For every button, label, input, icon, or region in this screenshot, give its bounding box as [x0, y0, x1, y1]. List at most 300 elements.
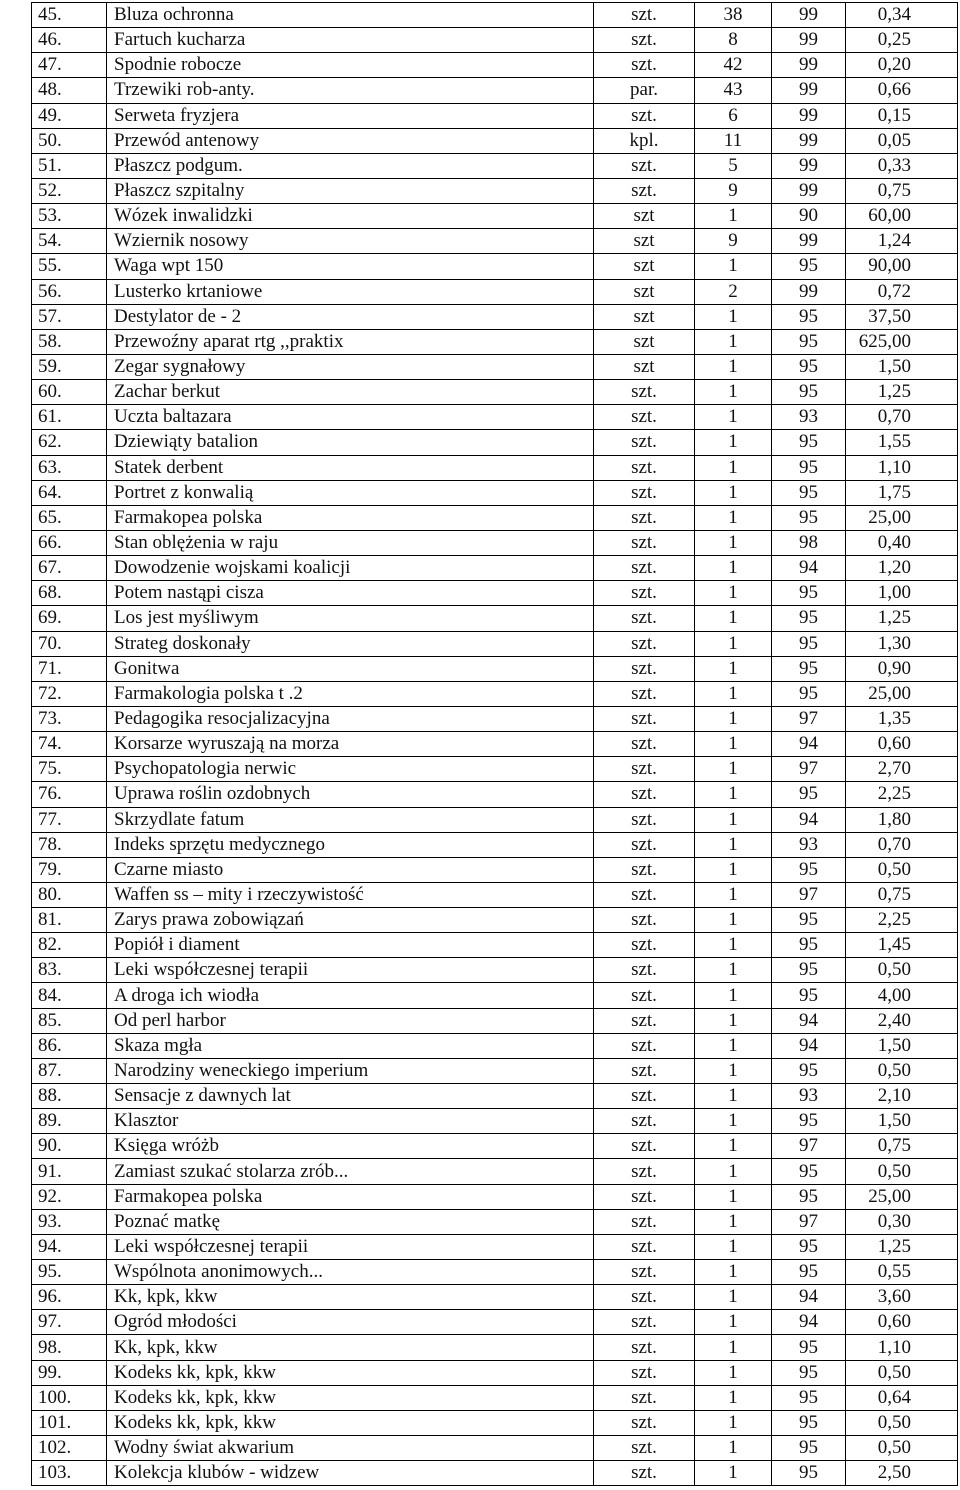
row-number-cell: 62. — [32, 430, 107, 455]
item-name-cell: Księga wróżb — [107, 1134, 594, 1159]
row-number-cell: 50. — [32, 128, 107, 153]
table-row — [32, 1385, 958, 1410]
percent-cell: 94 — [772, 807, 846, 832]
price-cell: 1,10 — [846, 1335, 958, 1360]
price-cell: 4,00 — [846, 983, 958, 1008]
unit-cell: szt. — [594, 1234, 695, 1259]
quantity-cell: 1 — [695, 1310, 772, 1335]
row-number-cell: 63. — [32, 455, 107, 480]
table-row — [32, 933, 958, 958]
item-name-cell: Narodziny weneckiego imperium — [107, 1058, 594, 1083]
price-cell: 0,34 — [846, 3, 958, 28]
inventory-table-body — [32, 3, 958, 1486]
percent-cell: 95 — [772, 908, 846, 933]
price-cell: 1,24 — [846, 229, 958, 254]
percent-cell: 93 — [772, 832, 846, 857]
price-cell: 0,30 — [846, 1209, 958, 1234]
quantity-cell: 1 — [695, 380, 772, 405]
table-row — [32, 832, 958, 857]
unit-cell: szt. — [594, 1109, 695, 1134]
percent-cell: 94 — [772, 1033, 846, 1058]
table-row — [32, 681, 958, 706]
row-number-cell: 91. — [32, 1159, 107, 1184]
price-cell: 0,90 — [846, 656, 958, 681]
quantity-cell: 2 — [695, 279, 772, 304]
price-cell: 1,80 — [846, 807, 958, 832]
quantity-cell: 43 — [695, 78, 772, 103]
percent-cell: 97 — [772, 882, 846, 907]
unit-cell: szt — [594, 304, 695, 329]
row-number-cell: 87. — [32, 1058, 107, 1083]
row-number-cell: 57. — [32, 304, 107, 329]
item-name-cell: Destylator de - 2 — [107, 304, 594, 329]
row-number-cell: 83. — [32, 958, 107, 983]
price-cell: 0,75 — [846, 178, 958, 203]
item-name-cell: Lusterko krtaniowe — [107, 279, 594, 304]
percent-cell: 95 — [772, 329, 846, 354]
price-cell: 0,50 — [846, 1436, 958, 1461]
item-name-cell: Fartuch kucharza — [107, 28, 594, 53]
percent-cell: 95 — [772, 1184, 846, 1209]
quantity-cell: 1 — [695, 606, 772, 631]
price-cell: 0,25 — [846, 28, 958, 53]
item-name-cell: Waffen ss – mity i rzeczywistość — [107, 882, 594, 907]
item-name-cell: Spodnie robocze — [107, 53, 594, 78]
unit-cell: szt. — [594, 480, 695, 505]
quantity-cell: 1 — [695, 1385, 772, 1410]
table-row — [32, 28, 958, 53]
quantity-cell: 1 — [695, 958, 772, 983]
quantity-cell: 1 — [695, 857, 772, 882]
table-row — [32, 78, 958, 103]
price-cell: 3,60 — [846, 1285, 958, 1310]
quantity-cell: 1 — [695, 882, 772, 907]
percent-cell: 95 — [772, 1109, 846, 1134]
table-row — [32, 656, 958, 681]
price-cell: 2,10 — [846, 1084, 958, 1109]
unit-cell: szt. — [594, 732, 695, 757]
table-row — [32, 732, 958, 757]
row-number-cell: 80. — [32, 882, 107, 907]
unit-cell: szt. — [594, 656, 695, 681]
quantity-cell: 1 — [695, 1109, 772, 1134]
item-name-cell: Wodny świat akwarium — [107, 1436, 594, 1461]
quantity-cell: 1 — [695, 1461, 772, 1486]
percent-cell: 95 — [772, 857, 846, 882]
unit-cell: szt. — [594, 1410, 695, 1435]
percent-cell: 95 — [772, 304, 846, 329]
price-cell: 625,00 — [846, 329, 958, 354]
item-name-cell: Strateg doskonały — [107, 631, 594, 656]
row-number-cell: 86. — [32, 1033, 107, 1058]
price-cell: 0,50 — [846, 958, 958, 983]
price-cell: 37,50 — [846, 304, 958, 329]
unit-cell: szt — [594, 354, 695, 379]
quantity-cell: 1 — [695, 1008, 772, 1033]
row-number-cell: 95. — [32, 1260, 107, 1285]
table-row — [32, 882, 958, 907]
table-row — [32, 229, 958, 254]
unit-cell: szt. — [594, 832, 695, 857]
price-cell: 0,50 — [846, 857, 958, 882]
item-name-cell: Serweta fryzjera — [107, 103, 594, 128]
quantity-cell: 1 — [695, 681, 772, 706]
percent-cell: 99 — [772, 279, 846, 304]
item-name-cell: Uczta baltazara — [107, 405, 594, 430]
unit-cell: szt. — [594, 1310, 695, 1335]
row-number-cell: 48. — [32, 78, 107, 103]
row-number-cell: 97. — [32, 1310, 107, 1335]
percent-cell: 95 — [772, 380, 846, 405]
quantity-cell: 1 — [695, 1436, 772, 1461]
price-cell: 60,00 — [846, 204, 958, 229]
percent-cell: 95 — [772, 1410, 846, 1435]
unit-cell: szt. — [594, 1134, 695, 1159]
row-number-cell: 51. — [32, 153, 107, 178]
quantity-cell: 1 — [695, 1335, 772, 1360]
price-cell: 1,20 — [846, 556, 958, 581]
item-name-cell: Korsarze wyruszają na morza — [107, 732, 594, 757]
unit-cell: szt. — [594, 1360, 695, 1385]
price-cell: 0,05 — [846, 128, 958, 153]
unit-cell: szt. — [594, 782, 695, 807]
row-number-cell: 79. — [32, 857, 107, 882]
price-cell: 0,72 — [846, 279, 958, 304]
unit-cell: szt. — [594, 405, 695, 430]
price-cell: 1,75 — [846, 480, 958, 505]
table-row — [32, 1310, 958, 1335]
price-cell: 2,50 — [846, 1461, 958, 1486]
row-number-cell: 68. — [32, 581, 107, 606]
row-number-cell: 59. — [32, 354, 107, 379]
row-number-cell: 55. — [32, 254, 107, 279]
row-number-cell: 89. — [32, 1109, 107, 1134]
row-number-cell: 70. — [32, 631, 107, 656]
row-number-cell: 61. — [32, 405, 107, 430]
table-row — [32, 153, 958, 178]
row-number-cell: 93. — [32, 1209, 107, 1234]
percent-cell: 94 — [772, 732, 846, 757]
price-cell: 0,40 — [846, 530, 958, 555]
percent-cell: 95 — [772, 782, 846, 807]
item-name-cell: Popiół i diament — [107, 933, 594, 958]
item-name-cell: Czarne miasto — [107, 857, 594, 882]
item-name-cell: Skrzydlate fatum — [107, 807, 594, 832]
price-cell: 0,75 — [846, 882, 958, 907]
quantity-cell: 38 — [695, 3, 772, 28]
price-cell: 1,30 — [846, 631, 958, 656]
percent-cell: 95 — [772, 1461, 846, 1486]
percent-cell: 95 — [772, 681, 846, 706]
row-number-cell: 102. — [32, 1436, 107, 1461]
unit-cell: kpl. — [594, 128, 695, 153]
quantity-cell: 1 — [695, 254, 772, 279]
quantity-cell: 1 — [695, 757, 772, 782]
table-row — [32, 606, 958, 631]
quantity-cell: 1 — [695, 1033, 772, 1058]
percent-cell: 95 — [772, 354, 846, 379]
row-number-cell: 100. — [32, 1385, 107, 1410]
unit-cell: szt. — [594, 1260, 695, 1285]
unit-cell: szt. — [594, 581, 695, 606]
percent-cell: 94 — [772, 1285, 846, 1310]
price-cell: 1,35 — [846, 706, 958, 731]
unit-cell: szt. — [594, 681, 695, 706]
price-cell: 1,00 — [846, 581, 958, 606]
unit-cell: szt. — [594, 455, 695, 480]
price-cell: 1,50 — [846, 1033, 958, 1058]
quantity-cell: 1 — [695, 1134, 772, 1159]
table-row — [32, 3, 958, 28]
quantity-cell: 1 — [695, 832, 772, 857]
quantity-cell: 9 — [695, 178, 772, 203]
price-cell: 25,00 — [846, 1184, 958, 1209]
unit-cell: szt. — [594, 958, 695, 983]
quantity-cell: 1 — [695, 732, 772, 757]
price-cell: 0,20 — [846, 53, 958, 78]
percent-cell: 97 — [772, 706, 846, 731]
row-number-cell: 101. — [32, 1410, 107, 1435]
table-row — [32, 581, 958, 606]
table-row — [32, 1410, 958, 1435]
percent-cell: 95 — [772, 455, 846, 480]
item-name-cell: Zachar berkut — [107, 380, 594, 405]
percent-cell: 95 — [772, 958, 846, 983]
table-row — [32, 405, 958, 430]
percent-cell: 99 — [772, 28, 846, 53]
table-row — [32, 1234, 958, 1259]
percent-cell: 99 — [772, 128, 846, 153]
unit-cell: szt. — [594, 933, 695, 958]
unit-cell: szt. — [594, 556, 695, 581]
quantity-cell: 1 — [695, 631, 772, 656]
item-name-cell: Przewoźny aparat rtg ,,praktix — [107, 329, 594, 354]
quantity-cell: 1 — [695, 1234, 772, 1259]
item-name-cell: Klasztor — [107, 1109, 594, 1134]
row-number-cell: 103. — [32, 1461, 107, 1486]
percent-cell: 99 — [772, 53, 846, 78]
table-row — [32, 807, 958, 832]
item-name-cell: Sensacje z dawnych lat — [107, 1084, 594, 1109]
quantity-cell: 6 — [695, 103, 772, 128]
percent-cell: 97 — [772, 1134, 846, 1159]
percent-cell: 99 — [772, 3, 846, 28]
table-row — [32, 480, 958, 505]
row-number-cell: 90. — [32, 1134, 107, 1159]
table-row — [32, 254, 958, 279]
unit-cell: szt — [594, 204, 695, 229]
unit-cell: szt. — [594, 1058, 695, 1083]
item-name-cell: Los jest myśliwym — [107, 606, 594, 631]
percent-cell: 95 — [772, 1360, 846, 1385]
price-cell: 2,25 — [846, 782, 958, 807]
row-number-cell: 76. — [32, 782, 107, 807]
unit-cell: szt. — [594, 1285, 695, 1310]
unit-cell: szt. — [594, 908, 695, 933]
unit-cell: szt. — [594, 1008, 695, 1033]
table-row — [32, 1033, 958, 1058]
row-number-cell: 49. — [32, 103, 107, 128]
row-number-cell: 47. — [32, 53, 107, 78]
row-number-cell: 65. — [32, 505, 107, 530]
quantity-cell: 1 — [695, 304, 772, 329]
percent-cell: 93 — [772, 405, 846, 430]
unit-cell: szt — [594, 279, 695, 304]
item-name-cell: Zegar sygnałowy — [107, 354, 594, 379]
table-row — [32, 204, 958, 229]
quantity-cell: 1 — [695, 656, 772, 681]
item-name-cell: Zamiast szukać stolarza zrób... — [107, 1159, 594, 1184]
quantity-cell: 42 — [695, 53, 772, 78]
unit-cell: szt. — [594, 103, 695, 128]
quantity-cell: 1 — [695, 530, 772, 555]
row-number-cell: 56. — [32, 279, 107, 304]
quantity-cell: 1 — [695, 1410, 772, 1435]
item-name-cell: Kodeks kk, kpk, kkw — [107, 1360, 594, 1385]
quantity-cell: 1 — [695, 1360, 772, 1385]
item-name-cell: Gonitwa — [107, 656, 594, 681]
item-name-cell: Wózek inwalidzki — [107, 204, 594, 229]
quantity-cell: 1 — [695, 782, 772, 807]
unit-cell: szt. — [594, 1461, 695, 1486]
price-cell: 0,70 — [846, 405, 958, 430]
percent-cell: 94 — [772, 1310, 846, 1335]
row-number-cell: 66. — [32, 530, 107, 555]
item-name-cell: Kk, kpk, kkw — [107, 1335, 594, 1360]
inventory-table — [31, 2, 958, 1486]
unit-cell: szt. — [594, 505, 695, 530]
row-number-cell: 67. — [32, 556, 107, 581]
price-cell: 0,66 — [846, 78, 958, 103]
item-name-cell: Dziewiąty batalion — [107, 430, 594, 455]
quantity-cell: 1 — [695, 1084, 772, 1109]
percent-cell: 94 — [772, 556, 846, 581]
quantity-cell: 1 — [695, 1209, 772, 1234]
row-number-cell: 77. — [32, 807, 107, 832]
percent-cell: 95 — [772, 505, 846, 530]
item-name-cell: Farmakopea polska — [107, 505, 594, 530]
item-name-cell: Farmakologia polska t .2 — [107, 681, 594, 706]
table-row — [32, 128, 958, 153]
item-name-cell: A droga ich wiodła — [107, 983, 594, 1008]
table-row — [32, 1134, 958, 1159]
row-number-cell: 75. — [32, 757, 107, 782]
unit-cell: szt. — [594, 606, 695, 631]
table-row — [32, 706, 958, 731]
item-name-cell: Leki współczesnej terapii — [107, 958, 594, 983]
percent-cell: 99 — [772, 103, 846, 128]
unit-cell: szt. — [594, 53, 695, 78]
price-cell: 0,60 — [846, 1310, 958, 1335]
percent-cell: 99 — [772, 178, 846, 203]
item-name-cell: Płaszcz szpitalny — [107, 178, 594, 203]
item-name-cell: Pedagogika resocjalizacyjna — [107, 706, 594, 731]
percent-cell: 95 — [772, 430, 846, 455]
percent-cell: 95 — [772, 480, 846, 505]
unit-cell: szt. — [594, 1385, 695, 1410]
table-row — [32, 1335, 958, 1360]
quantity-cell: 5 — [695, 153, 772, 178]
quantity-cell: 1 — [695, 1285, 772, 1310]
row-number-cell: 78. — [32, 832, 107, 857]
table-row — [32, 1285, 958, 1310]
price-cell: 1,25 — [846, 380, 958, 405]
price-cell: 0,70 — [846, 832, 958, 857]
percent-cell: 95 — [772, 581, 846, 606]
unit-cell: szt. — [594, 1335, 695, 1360]
table-row — [32, 455, 958, 480]
percent-cell: 93 — [772, 1084, 846, 1109]
row-number-cell: 92. — [32, 1184, 107, 1209]
item-name-cell: Farmakopea polska — [107, 1184, 594, 1209]
row-number-cell: 74. — [32, 732, 107, 757]
table-row — [32, 430, 958, 455]
row-number-cell: 84. — [32, 983, 107, 1008]
table-row — [32, 103, 958, 128]
row-number-cell: 72. — [32, 681, 107, 706]
table-row — [32, 556, 958, 581]
row-number-cell: 46. — [32, 28, 107, 53]
price-cell: 1,55 — [846, 430, 958, 455]
percent-cell: 95 — [772, 254, 846, 279]
row-number-cell: 54. — [32, 229, 107, 254]
item-name-cell: Zarys prawa zobowiązań — [107, 908, 594, 933]
unit-cell: szt. — [594, 1084, 695, 1109]
row-number-cell: 69. — [32, 606, 107, 631]
price-cell: 2,40 — [846, 1008, 958, 1033]
item-name-cell: Statek derbent — [107, 455, 594, 480]
unit-cell: szt. — [594, 153, 695, 178]
item-name-cell: Przewód antenowy — [107, 128, 594, 153]
row-number-cell: 58. — [32, 329, 107, 354]
quantity-cell: 1 — [695, 556, 772, 581]
item-name-cell: Indeks sprzętu medycznego — [107, 832, 594, 857]
quantity-cell: 9 — [695, 229, 772, 254]
table-row — [32, 1260, 958, 1285]
row-number-cell: 81. — [32, 908, 107, 933]
unit-cell: par. — [594, 78, 695, 103]
unit-cell: szt. — [594, 1184, 695, 1209]
row-number-cell: 64. — [32, 480, 107, 505]
item-name-cell: Płaszcz podgum. — [107, 153, 594, 178]
price-cell: 1,10 — [846, 455, 958, 480]
unit-cell: szt. — [594, 1033, 695, 1058]
quantity-cell: 1 — [695, 706, 772, 731]
row-number-cell: 94. — [32, 1234, 107, 1259]
price-cell: 0,75 — [846, 1134, 958, 1159]
table-row — [32, 505, 958, 530]
quantity-cell: 1 — [695, 430, 772, 455]
unit-cell: szt. — [594, 1159, 695, 1184]
quantity-cell: 1 — [695, 329, 772, 354]
quantity-cell: 1 — [695, 405, 772, 430]
quantity-cell: 1 — [695, 204, 772, 229]
price-cell: 25,00 — [846, 505, 958, 530]
quantity-cell: 8 — [695, 28, 772, 53]
item-name-cell: Kk, kpk, kkw — [107, 1285, 594, 1310]
unit-cell: szt. — [594, 857, 695, 882]
quantity-cell: 1 — [695, 455, 772, 480]
item-name-cell: Dowodzenie wojskami koalicji — [107, 556, 594, 581]
percent-cell: 97 — [772, 1209, 846, 1234]
row-number-cell: 98. — [32, 1335, 107, 1360]
item-name-cell: Kolekcja klubów - widzew — [107, 1461, 594, 1486]
item-name-cell: Wziernik nosowy — [107, 229, 594, 254]
unit-cell: szt. — [594, 28, 695, 53]
table-row — [32, 1184, 958, 1209]
price-cell: 25,00 — [846, 681, 958, 706]
table-row — [32, 1360, 958, 1385]
